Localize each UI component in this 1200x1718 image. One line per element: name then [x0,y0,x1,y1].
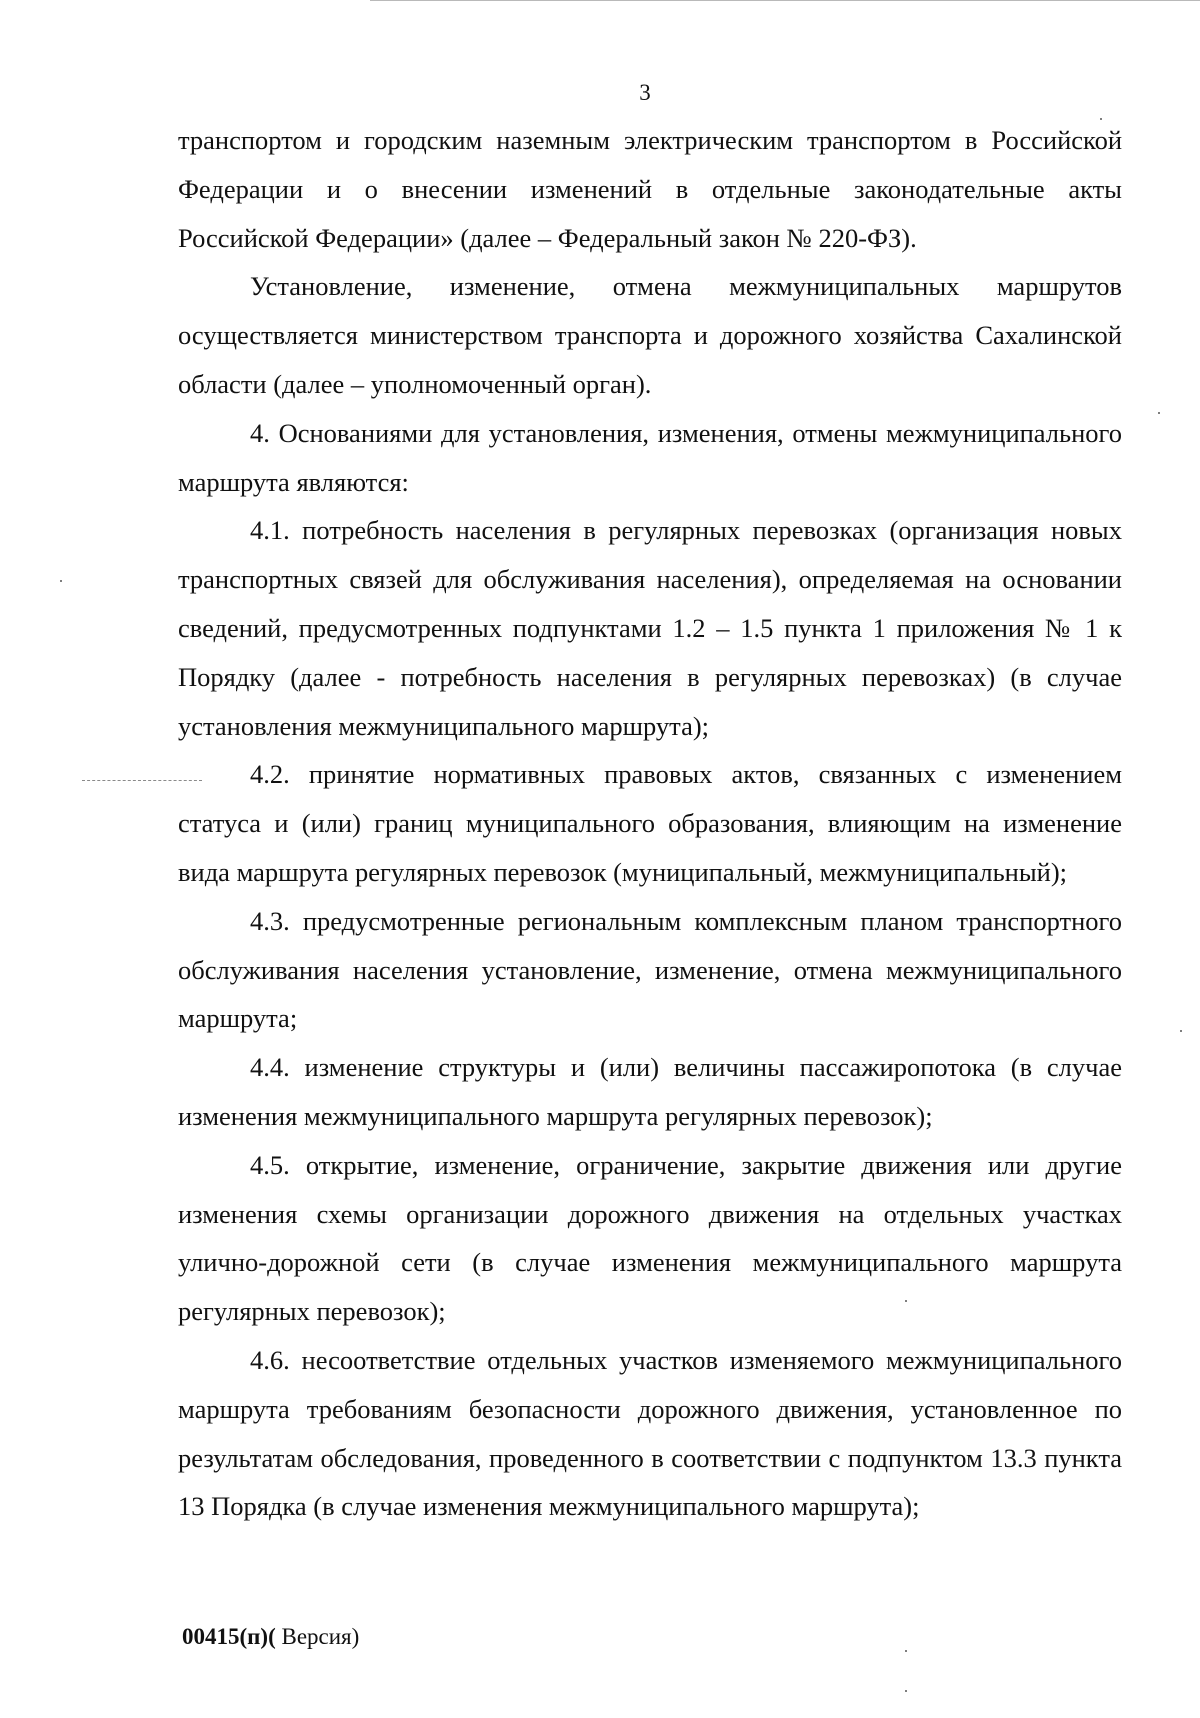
scan-speck [60,580,62,582]
paragraph-4-1: 4.1. потребность населения в регулярных перевозках (организация новых транспортных связей для обслуживания населения), определяемая на основании сведений, предусмотренных подпунктами 1.2 – 1.5 пункта 1 приложения № 1 к Порядку (далее - потребность населения в регулярных перевозках) (в случае установления межмуниципального маршрута); [178,515,1122,741]
scan-speck [905,1300,907,1302]
paragraph-4-grounds: 4. Основаниями для установления, изменения, отмены межмуниципального маршрута являются: [178,417,1122,497]
scan-speck [1180,1030,1182,1032]
footer-version: Версия) [275,1624,360,1649]
paragraph-4-2: 4.2. принятие нормативных правовых актов, связанных с изменением статуса и (или) границ муниципального образования, влияющим на изменение вида маршрута регулярных перевозок (муниципальный, межмуниципальный); [178,759,1122,887]
paragraph-4-4: 4.4. изменение структуры и (или) величины пассажиропотока (в случае изменения межмуниципального маршрута регулярных перевозок); [178,1052,1122,1131]
scan-speck [905,1690,907,1692]
page-number: 3 [639,80,651,105]
document-body [178,116,1122,1531]
top-border-line [370,0,1200,1]
document-footer [182,1624,359,1650]
paragraph-4-6: 4.6. несоответствие отдельных участков изменяемого межмуниципального маршрута требованиям безопасности дорожного движения, установленное по результатам обследования, проведенного в соответствии с подпунктом 13.3 пункта 13 Порядка (в случае изменения межмуниципального маршрута); [178,1344,1122,1522]
scan-speck [1158,412,1160,414]
scan-speck [905,1650,907,1652]
paragraph-authority: Установление, изменение, отмена межмуниципальных маршрутов осуществляется министерством транспорта и дорожного хозяйства Сахалинской области (далее – уполномоченный орган). [178,271,1122,399]
footer-document-code: 00415(п)( [182,1624,276,1649]
scan-speck [1100,118,1102,120]
paragraph-continuation: транспортом и городским наземным электрическим транспортом в Российской Федерации и о внесении изменений в отдельные законодательные акты Российской Федерации» (далее – Федеральный закон № 220-ФЗ). [178,125,1122,253]
paragraph-4-3: 4.3. предусмотренные региональным комплексным планом транспортного обслуживания населения установление, изменение, отмена межмуниципального маршрута; [178,905,1122,1034]
paragraph-4-5: 4.5. открытие, изменение, ограничение, закрытие движения или другие изменения схемы организации дорожного движения на отдельных участках улично-дорожной сети (в случае изменения межмуниципального маршрута регулярных перевозок); [178,1149,1122,1327]
